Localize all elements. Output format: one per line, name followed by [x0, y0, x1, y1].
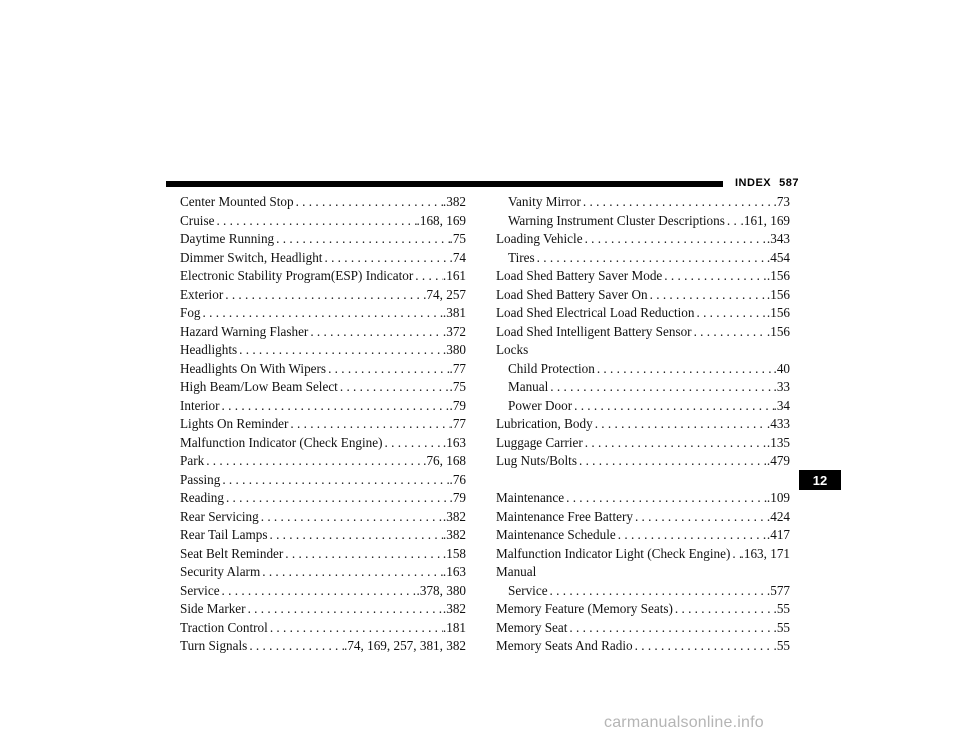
- index-entry: Exterior . . . .74, 257: [180, 286, 466, 305]
- index-entry: Lights On Reminder . . . .77: [180, 415, 466, 434]
- index-entry: Security Alarm . . . .163: [180, 563, 466, 582]
- running-header: [735, 177, 799, 189]
- index-subentry: Service . . . .577: [496, 582, 790, 601]
- index-entry: Hazard Warning Flasher . . . .372: [180, 323, 466, 342]
- index-entry: Load Shed Battery Saver On . . . .156: [496, 286, 790, 305]
- index-entry: Memory Seats And Radio . . . .55: [496, 637, 790, 656]
- index-entry: Malfunction Indicator (Check Engine) . . . .163: [180, 434, 466, 453]
- index-entry: Reading . . . .79: [180, 489, 466, 508]
- index-subentry: Warning Instrument Cluster Descriptions . . . .161, 169: [496, 212, 790, 231]
- index-column-right: [496, 193, 790, 656]
- index-subentry: Manual . . . .33: [496, 378, 790, 397]
- index-entry: Interior . . . .79: [180, 397, 466, 416]
- index-entry: Dimmer Switch, Headlight . . . .74: [180, 249, 466, 268]
- index-entry: Load Shed Electrical Load Reduction . . . .156: [496, 304, 790, 323]
- index-entry: Service . . . .378, 380: [180, 582, 466, 601]
- index-column-left: [180, 193, 466, 656]
- index-entry: Malfunction Indicator Light (Check Engine) . . . .163, 171: [496, 545, 790, 564]
- index-entry: Fog . . . .381: [180, 304, 466, 323]
- index-entry: Memory Seat . . . .55: [496, 619, 790, 638]
- index-entry: Turn Signals . . . .74, 169, 257, 381, 382: [180, 637, 466, 656]
- watermark: carmanualsonline.info: [604, 714, 764, 731]
- index-subentry: Tires . . . .454: [496, 249, 790, 268]
- index-entry: Lug Nuts/Bolts . . . .479: [496, 452, 790, 471]
- index-entry: Loading Vehicle . . . .343: [496, 230, 790, 249]
- index-entry: Rear Servicing . . . .382: [180, 508, 466, 527]
- index-entry: Electronic Stability Program(ESP) Indicator . . . .161: [180, 267, 466, 286]
- index-entry: Load Shed Intelligent Battery Sensor . . . .156: [496, 323, 790, 342]
- index-entry: Rear Tail Lamps . . . .382: [180, 526, 466, 545]
- index-subentry: Child Protection . . . .40: [496, 360, 790, 379]
- page-number: 587: [779, 177, 799, 189]
- index-entry: Side Marker . . . .382: [180, 600, 466, 619]
- index-entry: Maintenance . . . .109: [496, 489, 790, 508]
- index-entry: Daytime Running . . . .75: [180, 230, 466, 249]
- index-entry: Seat Belt Reminder . . . .158: [180, 545, 466, 564]
- index-entry: Park . . . .76, 168: [180, 452, 466, 471]
- index-entry: Luggage Carrier . . . .135: [496, 434, 790, 453]
- index-heading: Locks: [496, 342, 529, 357]
- index-subentry: Vanity Mirror . . . .73: [496, 193, 790, 212]
- index-entry: Headlights On With Wipers . . . .77: [180, 360, 466, 379]
- header-rule: [166, 181, 723, 187]
- index-entry: Passing . . . .76: [180, 471, 466, 490]
- index-heading: Manual: [496, 564, 537, 579]
- index-entry: Load Shed Battery Saver Mode . . . .156: [496, 267, 790, 286]
- chapter-tab: 12: [799, 470, 841, 490]
- index-entry: Lubrication, Body . . . .433: [496, 415, 790, 434]
- section-title: INDEX: [735, 177, 772, 189]
- section-spacer: [496, 471, 790, 490]
- index-entry: High Beam/Low Beam Select . . . .75: [180, 378, 466, 397]
- index-entry: Memory Feature (Memory Seats) . . . .55: [496, 600, 790, 619]
- index-entry: Headlights . . . .380: [180, 341, 466, 360]
- index-entry: Maintenance Free Battery . . . .424: [496, 508, 790, 527]
- index-entry: Center Mounted Stop . . . .382: [180, 193, 466, 212]
- index-entry: Maintenance Schedule . . . .417: [496, 526, 790, 545]
- index-entry: Cruise . . . .168, 169: [180, 212, 466, 231]
- index-subentry: Power Door . . . .34: [496, 397, 790, 416]
- index-entry: Traction Control . . . .181: [180, 619, 466, 638]
